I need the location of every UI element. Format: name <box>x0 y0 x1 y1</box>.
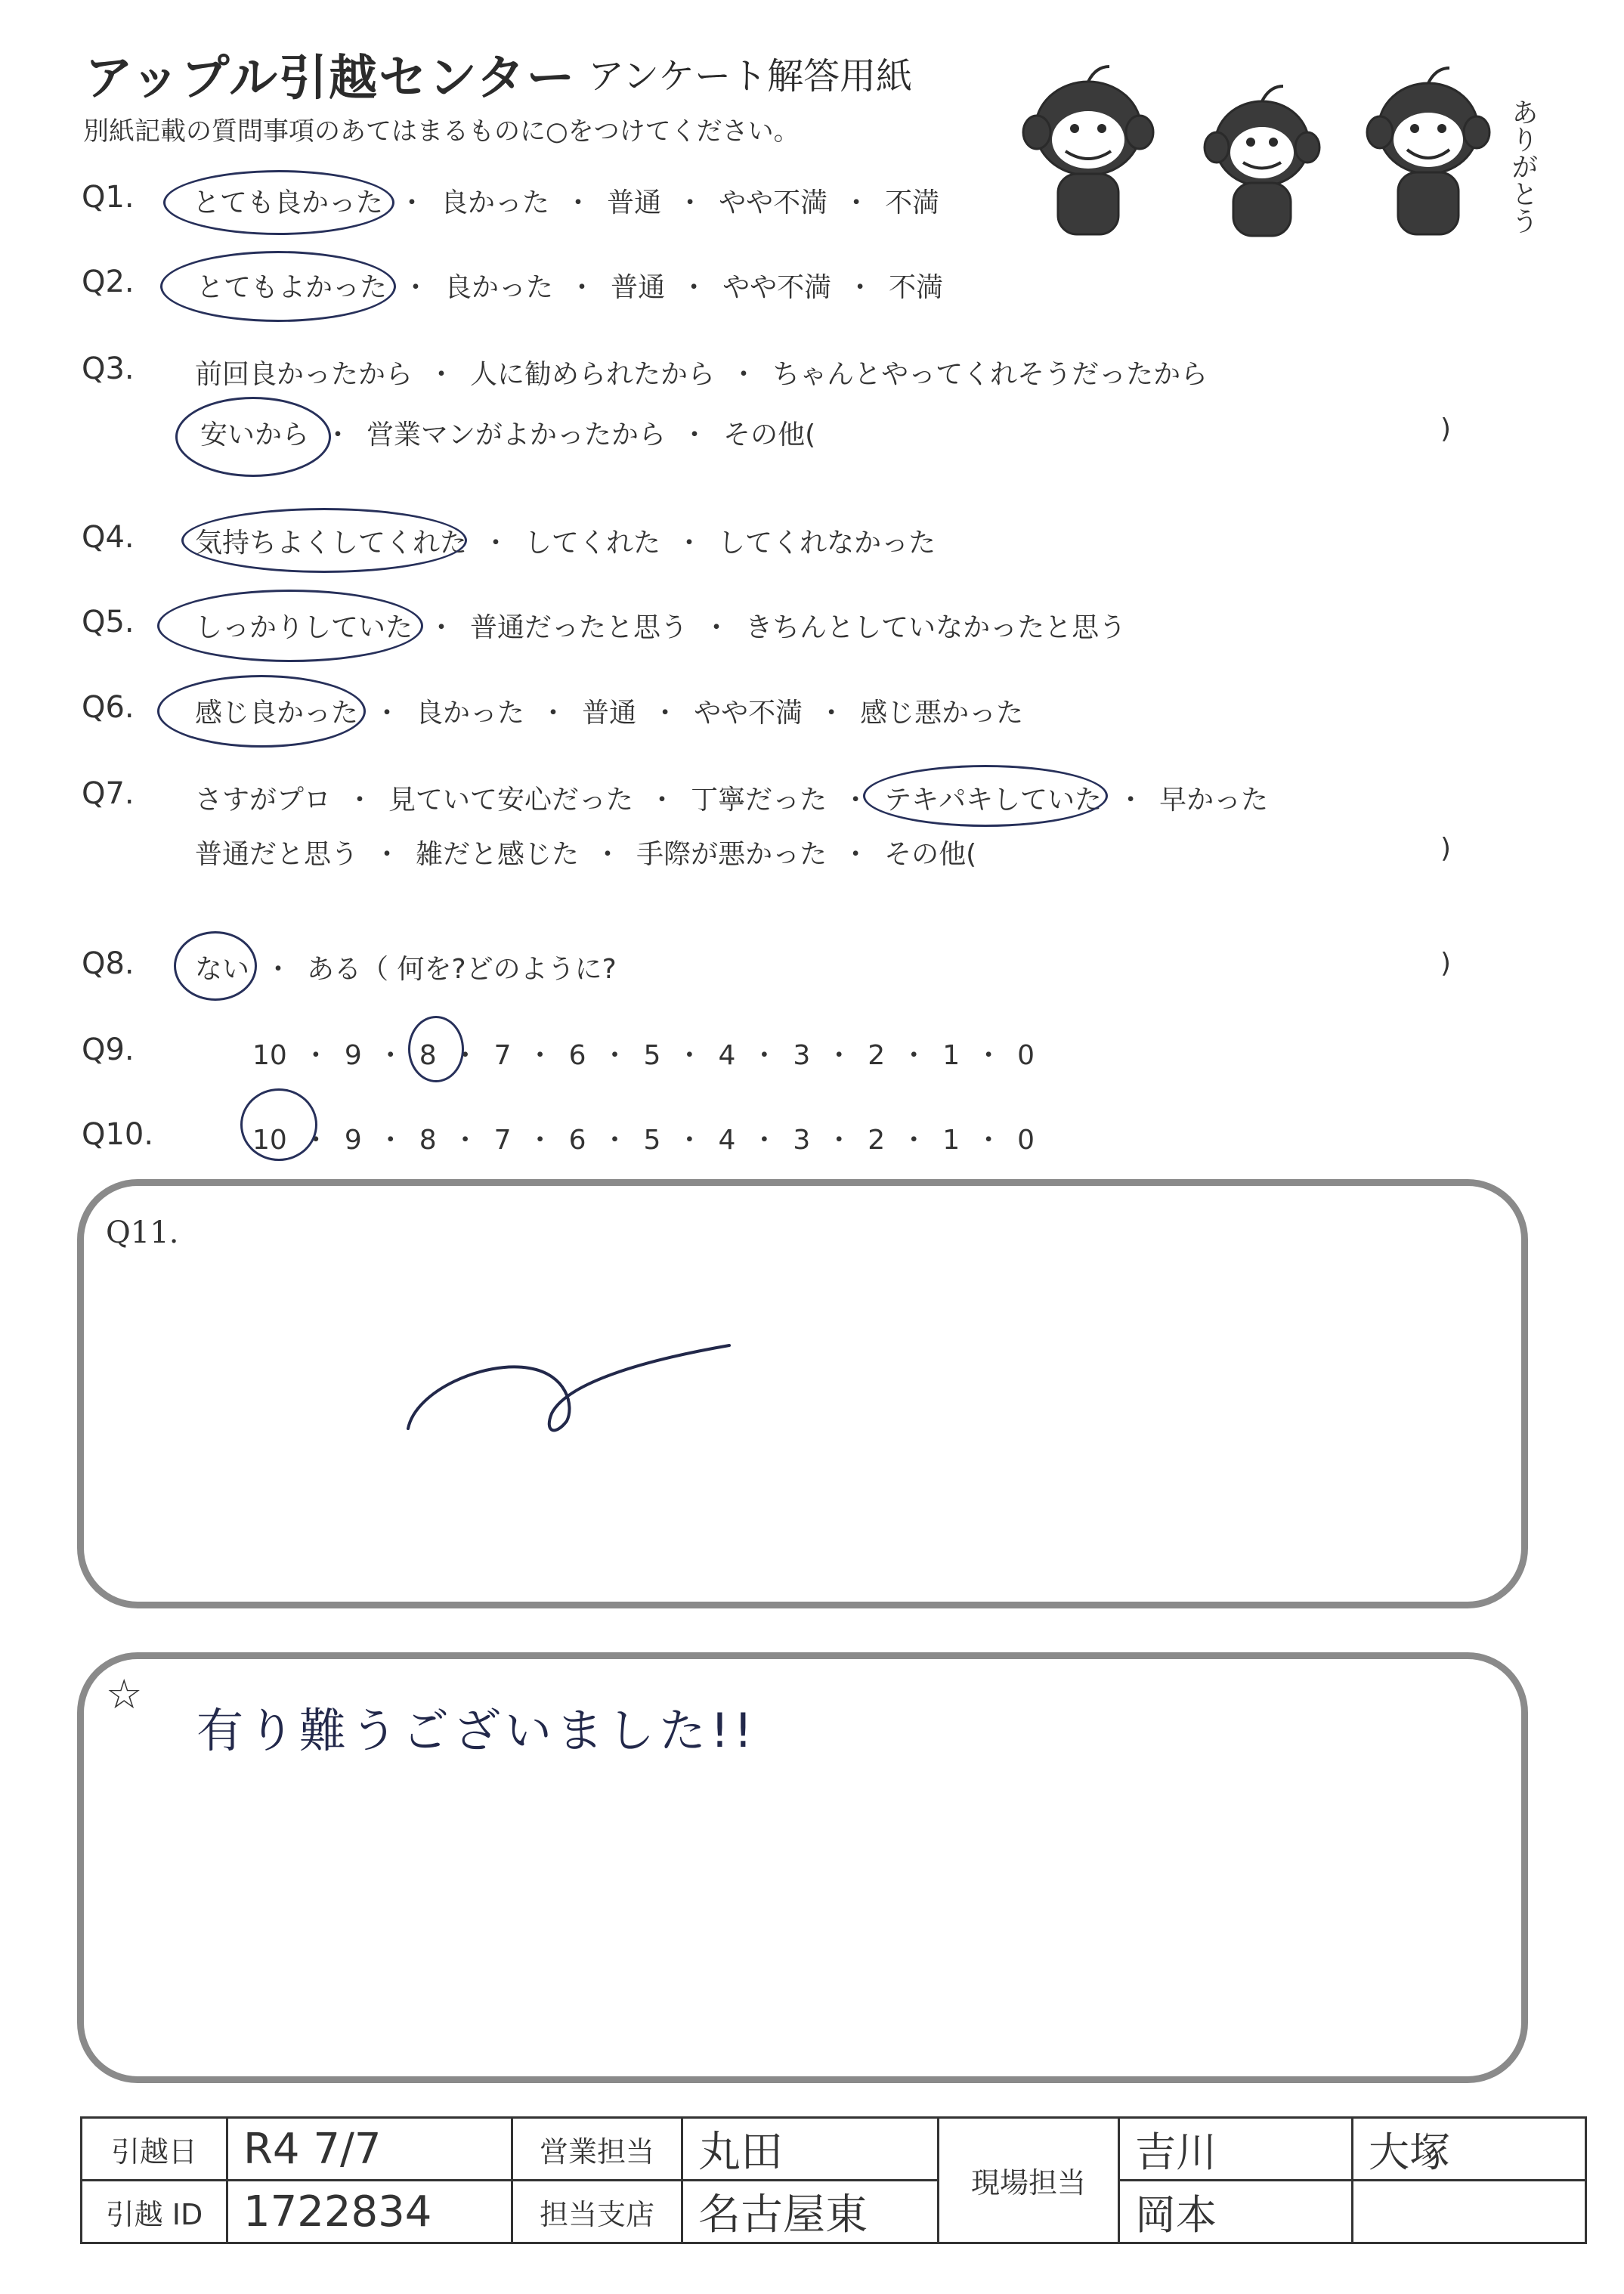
q10-option-9[interactable]: 9 <box>344 1125 362 1156</box>
q9-option-0[interactable]: 0 <box>1017 1040 1035 1071</box>
q2-option-5[interactable]: 不満 <box>889 272 944 303</box>
q10-options: 10 ・ 9 ・ 8 ・ 7 ・ 6 ・ 5 ・ 4 ・ 3 ・ 2 ・ 1 ・ 0 <box>252 1125 1035 1156</box>
q2-label: Q2. <box>82 265 135 299</box>
q6-option-2[interactable]: 良かった <box>416 698 525 729</box>
q3-options-line2: 安いから ・ 営業マンがよかったから ・ その他( <box>200 413 815 452</box>
monkey-mascot-icon <box>990 53 1564 249</box>
q8-options: ない ・ ある（ 何を?どのように? <box>195 948 617 986</box>
move-date-label: 引越日 <box>82 2118 227 2181</box>
move-id-value[interactable]: 1722834 <box>227 2181 512 2243</box>
q7-option-3[interactable]: 丁寧だった <box>691 785 827 816</box>
q10-option-4[interactable]: 4 <box>718 1125 736 1156</box>
q3-close-paren: ) <box>1440 413 1452 444</box>
q7-close-paren: ) <box>1440 833 1452 864</box>
q3-option-6[interactable]: その他( <box>723 419 816 450</box>
q7-option-8[interactable]: 手際が悪かった <box>636 839 827 870</box>
q2-option-3[interactable]: 普通 <box>611 272 666 303</box>
q9-option-1[interactable]: 1 <box>942 1040 960 1071</box>
q7-option-1[interactable]: さすがプロ <box>195 785 332 816</box>
q3-label: Q3. <box>82 351 135 386</box>
q6-option-3[interactable]: 普通 <box>582 698 637 729</box>
q9-option-4[interactable]: 4 <box>718 1040 736 1071</box>
footer-table <box>80 2116 1587 2244</box>
q9-label: Q9. <box>82 1032 135 1067</box>
q7-option-4[interactable]: テキパキしていた <box>884 785 1103 816</box>
q2-option-4[interactable]: やや不満 <box>722 272 832 303</box>
q6-options: 感じ良かった ・ 良かった ・ 普通 ・ やや不満 ・ 感じ悪かった <box>195 692 1023 730</box>
q9-option-3[interactable]: 3 <box>793 1040 811 1071</box>
site-staff-4[interactable] <box>1353 2181 1586 2243</box>
q7-option-9[interactable]: その他( <box>884 839 977 870</box>
q7-options-line1: さすがプロ ・ 見ていて安心だった ・ 丁寧だった ・ テキパキしていた ・ 早かった <box>195 779 1268 817</box>
q3-options-line1: 前回良かったから ・ 人に勧められたから ・ ちゃんとやってくれそうだったから <box>195 353 1208 392</box>
q1-option-4[interactable]: やや不満 <box>719 187 828 218</box>
q7-options-line2: 普通だと思う ・ 雑だと感じた ・ 手際が悪かった ・ その他( <box>195 833 976 871</box>
form-subtitle: アンケート解答用紙 <box>588 55 913 98</box>
q6-option-5[interactable]: 感じ悪かった <box>860 698 1024 729</box>
q5-option-2[interactable]: 普通だったと思う <box>470 612 688 643</box>
q5-option-1[interactable]: しっかりしていた <box>195 612 413 643</box>
brand-title: アップル引越センター <box>85 51 577 107</box>
q8-option-1[interactable]: ない <box>195 954 250 985</box>
q2-options: とてもよかった ・ 良かった ・ 普通 ・ やや不満 ・ 不満 <box>196 266 943 305</box>
q10-option-10[interactable]: 10 <box>252 1125 287 1156</box>
q9-options: 10 ・ 9 ・ 8 ・ 7 ・ 6 ・ 5 ・ 4 ・ 3 ・ 2 ・ 1 ・ 0 <box>252 1040 1035 1071</box>
q9-option-5[interactable]: 5 <box>643 1040 661 1071</box>
q5-option-3[interactable]: きちんとしていなかったと思う <box>745 612 1127 643</box>
q4-options: 気持ちよくしてくれた ・ してくれた ・ してくれなかった <box>195 522 936 560</box>
q10-option-0[interactable]: 0 <box>1017 1125 1035 1156</box>
q9-option-6[interactable]: 6 <box>568 1040 586 1071</box>
q3-option-3[interactable]: ちゃんとやってくれそうだったから <box>772 359 1208 390</box>
q7-label: Q7. <box>82 776 135 811</box>
q9-option-9[interactable]: 9 <box>344 1040 362 1071</box>
q5-label: Q5. <box>82 605 135 639</box>
q10-option-2[interactable]: 2 <box>868 1125 886 1156</box>
q5-options: しっかりしていた ・ 普通だったと思う ・ きちんとしていなかったと思う <box>195 606 1126 645</box>
site-staff-2[interactable]: 大塚 <box>1353 2118 1586 2181</box>
q1-option-2[interactable]: 良かった <box>441 187 550 218</box>
q1-option-1[interactable]: とても良かった <box>193 187 384 218</box>
q10-option-3[interactable]: 3 <box>793 1125 811 1156</box>
branch-value[interactable]: 名古屋東 <box>682 2181 939 2243</box>
q3-option-5[interactable]: 営業マンがよかったから <box>367 419 667 450</box>
q7-option-6[interactable]: 普通だと思う <box>195 839 359 870</box>
q1-label: Q1. <box>82 180 135 215</box>
q1-options: とても良かった ・ 良かった ・ 普通 ・ やや不満 ・ 不満 <box>193 181 939 220</box>
q10-option-5[interactable]: 5 <box>643 1125 661 1156</box>
instruction-text: 別紙記載の質問事項のあてはまるものに○をつけてください。 <box>83 116 800 147</box>
q4-option-3[interactable]: してくれなかった <box>718 528 936 559</box>
sales-label: 営業担当 <box>512 2118 682 2181</box>
site-label: 現場担当 <box>939 2118 1119 2243</box>
q10-label: Q10. <box>82 1117 154 1152</box>
q8-close-paren: ) <box>1440 948 1452 979</box>
q9-option-10[interactable]: 10 <box>252 1040 287 1071</box>
move-id-label: 引越 ID <box>82 2181 227 2243</box>
q9-option-7[interactable]: 7 <box>493 1040 512 1071</box>
q11-label: Q11. <box>106 1215 179 1250</box>
q1-option-5[interactable]: 不満 <box>885 187 940 218</box>
q6-option-4[interactable]: やや不満 <box>694 698 803 729</box>
q10-option-8[interactable]: 8 <box>419 1125 437 1156</box>
q4-option-1[interactable]: 気持ちよくしてくれた <box>195 528 468 559</box>
q1-option-3[interactable]: 普通 <box>607 187 662 218</box>
q3-option-4[interactable]: 安いから <box>200 419 310 450</box>
q7-option-5[interactable]: 早かった <box>1159 785 1269 816</box>
q9-option-8[interactable]: 8 <box>419 1040 437 1071</box>
q2-option-1[interactable]: とてもよかった <box>196 272 388 303</box>
q7-option-2[interactable]: 見ていて安心だった <box>388 785 634 816</box>
q4-option-2[interactable]: してくれた <box>524 528 661 559</box>
q7-option-7[interactable]: 雑だと感じた <box>416 839 580 870</box>
q3-option-2[interactable]: 人に勧められたから <box>470 359 716 390</box>
q10-option-6[interactable]: 6 <box>568 1125 586 1156</box>
q6-option-1[interactable]: 感じ良かった <box>195 698 359 729</box>
mascot-caption: ありがとう <box>1507 98 1539 234</box>
move-date-value[interactable]: R4 7/7 <box>227 2118 512 2181</box>
branch-label: 担当支店 <box>512 2181 682 2243</box>
q8-label: Q8. <box>82 946 135 981</box>
site-staff-1[interactable]: 吉川 <box>1119 2118 1353 2181</box>
comment-text: 有り難うございました!! <box>196 1703 757 1758</box>
q6-label: Q6. <box>82 690 135 725</box>
q9-option-2[interactable]: 2 <box>868 1040 886 1071</box>
sales-value[interactable]: 丸田 <box>682 2118 939 2181</box>
q4-label: Q4. <box>82 520 135 555</box>
q10-option-7[interactable]: 7 <box>493 1125 512 1156</box>
q11-handwritten-scribble <box>393 1330 756 1451</box>
star-icon: ☆ <box>106 1670 143 1718</box>
q11-answer-box[interactable] <box>77 1179 1528 1608</box>
q3-option-1[interactable]: 前回良かったから <box>195 359 413 390</box>
q8-option-2[interactable]: ある（ 何を?どのように? <box>307 954 617 985</box>
site-staff-3[interactable]: 岡本 <box>1119 2181 1353 2243</box>
q2-option-2[interactable]: 良かった <box>444 272 554 303</box>
q10-option-1[interactable]: 1 <box>942 1125 960 1156</box>
